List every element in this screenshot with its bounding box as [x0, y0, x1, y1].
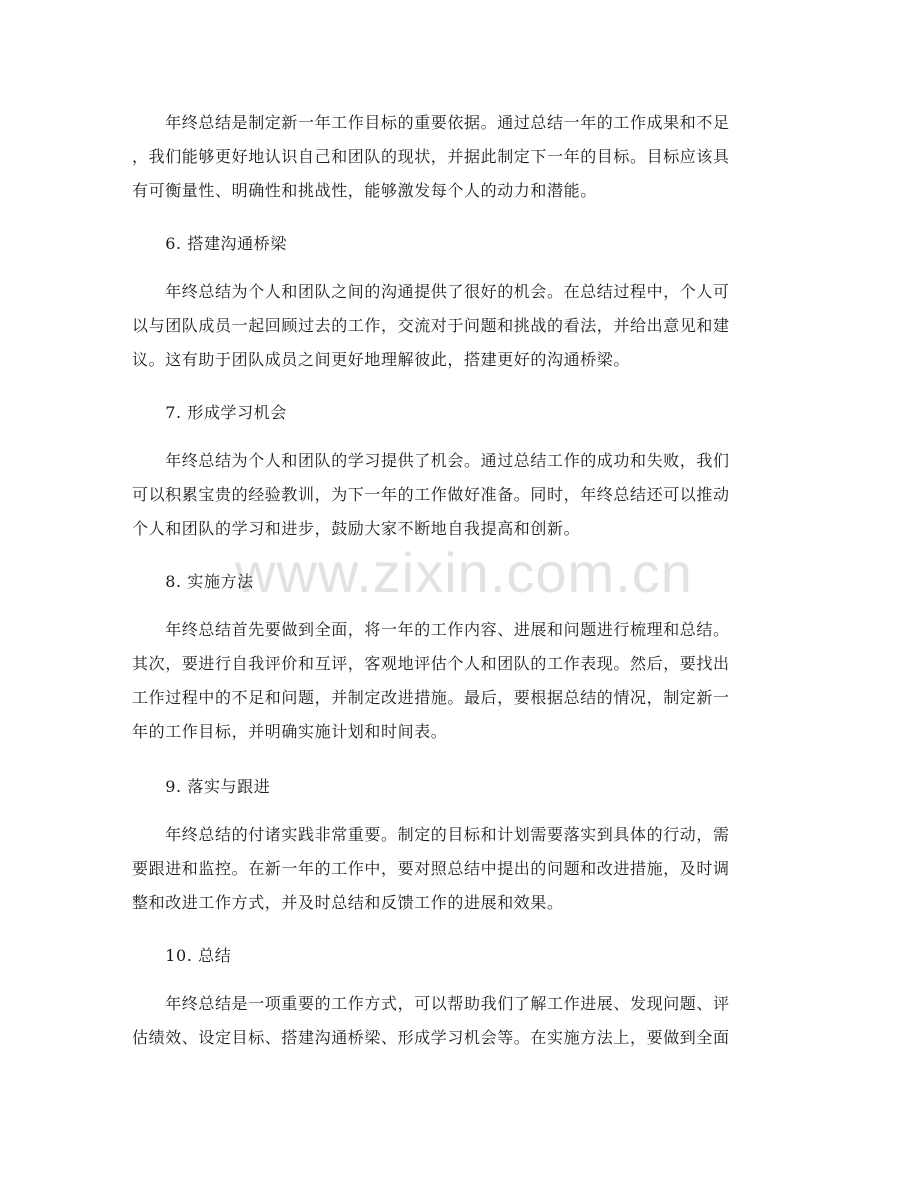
section-heading-7: 7. 形成学习机会: [132, 403, 287, 422]
paragraph-line: 估绩效、设定目标、搭建沟通桥梁、形成学习机会等。在实施方法上，要做到全面: [132, 1028, 730, 1047]
paragraph-line: 其次，要进行自我评价和互评，客观地评估个人和团队的工作表现。然后，要找出: [132, 654, 730, 673]
paragraph-methods: [132, 613, 792, 749]
paragraph-line: 个人和团队的学习和进步，鼓励大家不断地自我提高和创新。: [132, 519, 581, 538]
paragraph-follow-up: [132, 818, 792, 920]
paragraph-line: ，我们能够更好地认识自己和团队的现状，并据此制定下一年的目标。目标应该具: [132, 147, 730, 166]
paragraph-line: 工作过程中的不足和问题，并制定改进措施。最后，要根据总结的情况，制定新一: [132, 688, 730, 707]
paragraph-line: 年终总结是制定新一年工作目标的重要依据。通过总结一年的工作成果和不足: [132, 113, 730, 132]
paragraph-summary: [132, 987, 792, 1055]
section-heading-10: 10. 总结: [132, 946, 232, 965]
paragraph-line: 年终总结的付诸实践非常重要。制定的目标和计划需要落实到具体的行动，需: [132, 825, 730, 844]
paragraph-line: 年终总结为个人和团队之间的沟通提供了很好的机会。在总结过程中，个人可: [132, 282, 730, 301]
paragraph-line: 整和改进工作方式，并及时总结和反馈工作的进展和效果。: [132, 893, 564, 912]
paragraph-line: 议。这有助于团队成员之间更好地理解彼此，搭建更好的沟通桥梁。: [132, 350, 631, 369]
paragraph-line: 年的工作目标，并明确实施计划和时间表。: [132, 722, 448, 741]
paragraph-target-setting: [132, 106, 792, 208]
section-heading-6: 6. 搭建沟通桥梁: [132, 234, 287, 253]
paragraph-line: 年终总结为个人和团队的学习提供了机会。通过总结工作的成功和失败，我们: [132, 451, 730, 470]
section-heading-9: 9. 落实与跟进: [132, 777, 271, 796]
paragraph-line: 年终总结是一项重要的工作方式，可以帮助我们了解工作进展、发现问题、评: [132, 994, 730, 1013]
section-heading-8: 8. 实施方法: [132, 572, 254, 591]
paragraph-communication: [132, 275, 792, 377]
paragraph-line: 要跟进和监控。在新一年的工作中，要对照总结中提出的问题和改进措施，及时调: [132, 859, 730, 878]
paragraph-line: 可以积累宝贵的经验教训，为下一年的工作做好准备。同时，年终总结还可以推动: [132, 485, 730, 504]
paragraph-line: 有可衡量性、明确性和挑战性，能够激发每个人的动力和潜能。: [132, 181, 597, 200]
paragraph-learning: [132, 444, 792, 546]
paragraph-line: 年终总结首先要做到全面，将一年的工作内容、进展和问题进行梳理和总结。: [132, 620, 730, 639]
watermark-text: www.zixin.com.cn: [235, 541, 693, 604]
paragraph-line: 以与团队成员一起回顾过去的工作，交流对于问题和挑战的看法，并给出意见和建: [132, 316, 730, 335]
